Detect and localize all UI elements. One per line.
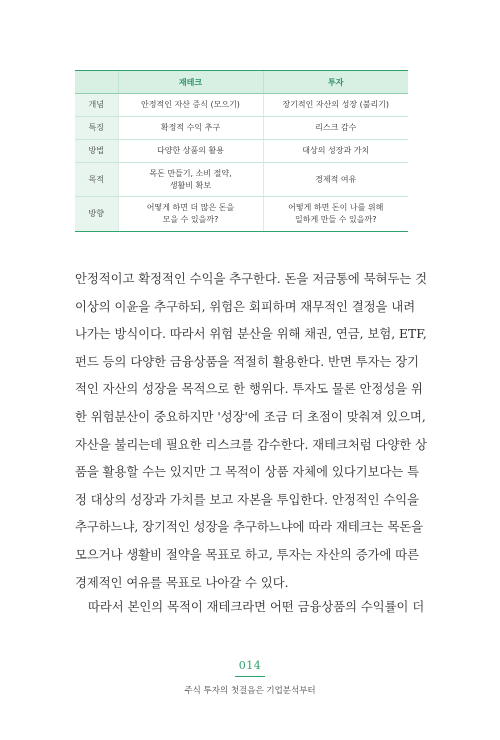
second-paragraph: 따라서 본인의 목적이 재테크라면 어떤 금융상품의 수익률이 더 <box>88 600 425 614</box>
cell-investment: 대상의 성장과 가치 <box>263 140 408 163</box>
body-line: 품을 활용할 수는 있지만 그 목적이 상품 자체에 있다기보다는 특 <box>75 465 420 480</box>
cell-jaetech: 다양한 상품의 활용 <box>118 140 263 163</box>
body-line: 경제적인 여유를 목표로 나아갈 수 있다. <box>75 575 289 590</box>
comparison-table <box>75 70 408 232</box>
table-row <box>75 163 408 197</box>
body-line: 정 대상의 성장과 가치를 보고 자본을 투입한다. 안정적인 수익을 <box>75 492 420 507</box>
cell-investment: 경제적 여유 <box>263 163 408 197</box>
table-row <box>75 117 408 140</box>
table-row <box>75 197 408 232</box>
body-line: 펀드 등의 다양한 금융상품을 적절히 활용한다. 반면 투자는 장기 <box>75 354 420 369</box>
cell-jaetech: 확정적 수익 추구 <box>118 117 263 140</box>
table-row <box>75 140 408 163</box>
cell-jaetech: 목돈 만들기, 소비 절약, 생활비 확보 <box>118 163 263 197</box>
page-number-rule <box>235 676 265 677</box>
body-line: 적인 자산의 성장을 목적으로 한 행위다. 투자도 물론 안정성을 위 <box>75 382 423 397</box>
body-line: 한 위험분산이 중요하지만 '성장'에 조금 더 초점이 맞춰져 있으며, <box>75 409 426 424</box>
table-header-row <box>75 71 408 94</box>
body-line: 추구하느냐, 장기적인 성장을 추구하느냐에 따라 재테크는 목돈을 <box>75 520 424 535</box>
running-title: 주식 투자의 첫걸음은 기업분석부터 <box>184 686 316 696</box>
body-line: 안정적이고 확정적인 수익을 추구한다. 돈을 저금통에 묵혀두는 것 <box>75 272 427 286</box>
page-number: 014 <box>238 659 262 672</box>
cell-investment: 장기적인 자산의 성장 (불리기) <box>263 94 408 117</box>
header-jaetech: 재테크 <box>118 71 263 94</box>
body-line: 나가는 방식이다. 따라서 위험 분산을 위해 채권, 연금, 보험, ETF, <box>75 327 427 342</box>
body-line: 모으거나 생활비 절약을 목표로 하고, 투자는 자산의 증가에 따른 <box>75 547 420 562</box>
body-paragraph <box>75 266 427 597</box>
body-line: 이상의 이윤을 추구하되, 위험은 회피하며 재무적인 결정을 내려 <box>75 299 416 314</box>
header-investment: 투자 <box>263 71 408 94</box>
row-label: 목적 <box>75 163 118 197</box>
body-line: 자산을 불리는데 필요한 리스크를 감수한다. 재테크처럼 다양한 상 <box>75 437 427 452</box>
cell-jaetech: 안정적인 자산 증식 (모으기) <box>118 94 263 117</box>
header-empty <box>75 71 118 94</box>
row-label: 개념 <box>75 94 118 117</box>
cell-investment: 리스크 감수 <box>263 117 408 140</box>
row-label: 특징 <box>75 117 118 140</box>
row-label: 방향 <box>75 197 118 232</box>
cell-investment: 어떻게 하면 돈이 나를 위해 일하게 만들 수 있을까? <box>263 197 408 232</box>
row-label: 방법 <box>75 140 118 163</box>
table-row <box>75 94 408 117</box>
cell-jaetech: 어떻게 하면 더 많은 돈을 모을 수 있을까? <box>118 197 263 232</box>
